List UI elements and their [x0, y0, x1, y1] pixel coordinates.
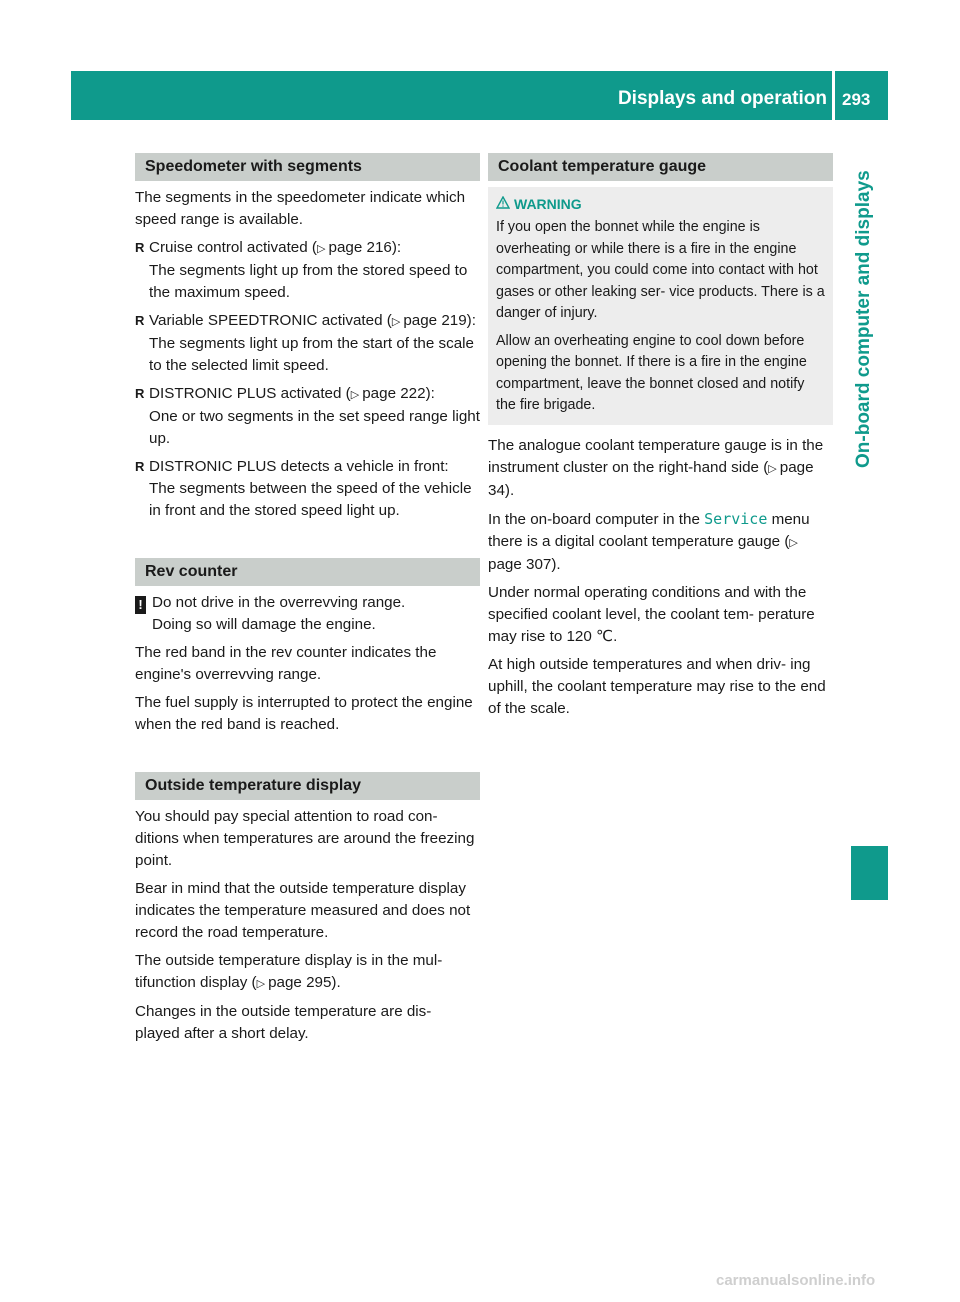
page-ref-link[interactable]: page 34).: [488, 458, 814, 499]
page-ref-arrow-icon: ▷: [316, 243, 326, 255]
outside-paragraph-3: The outside temperature display is in the mul- tifunction display (▷ page 295).: [135, 952, 443, 991]
rev-paragraph-1: The red band in the rev counter indicates the engine's overrevving range.: [135, 644, 437, 683]
coolant-paragraph-4: At high outside temperatures and when driv- ing uphill, the coolant temperature may rise to the end of the scale.: [488, 655, 826, 717]
page-ref-link[interactable]: page 219):: [403, 312, 476, 329]
list-item-detail: One or two segments in the set speed range light up.: [149, 408, 480, 447]
speedometer-intro: The segments in the speedometer indicate which speed range is available.: [135, 189, 466, 228]
exclamation-icon: !: [135, 596, 146, 614]
list-item: R Cruise control activated (▷ page 216):: [135, 237, 480, 260]
side-tab-marker: [851, 846, 888, 900]
side-tab: [839, 120, 888, 1215]
page-ref-link[interactable]: page 307).: [488, 555, 561, 573]
section-heading-speedometer: Speedometer with segments: [135, 153, 480, 181]
section-heading-rev-counter: Rev counter: [135, 558, 480, 586]
warning-title: WARNING: [496, 193, 825, 215]
outside-paragraph-4: Changes in the outside temperature are dis- played after a short delay.: [135, 1003, 432, 1042]
outside-paragraph-2: Bear in mind that the outside temperature display indicates the temperature measured and does not record the road temperature.: [135, 880, 471, 941]
warning-paragraph-2: Allow an overheating engine to cool down before opening the bonnet. If there is a fire in the engine compartment, leave the bonnet closed and notify the fire brigade.: [496, 332, 807, 413]
page-ref-link[interactable]: page 295).: [268, 974, 341, 991]
watermark: carmanualsonline.info: [716, 1272, 876, 1289]
warning-box: [488, 187, 833, 425]
page-ref-arrow-icon: ▷: [789, 536, 798, 549]
page-ref-link[interactable]: page 216):: [328, 239, 402, 256]
page-ref-link[interactable]: page 222):: [362, 385, 435, 402]
left-column: [135, 153, 480, 1051]
list-item: R DISTRONIC PLUS activated (▷ page 222):: [135, 383, 480, 406]
warning-triangle-icon: [496, 193, 514, 215]
section-heading-outside-temp: Outside temperature display: [135, 772, 480, 800]
coolant-paragraph-2: In the on-board computer in the Service menu there is a digital coolant temperature gauge (▷ page 307).: [488, 509, 810, 573]
list-item-detail: The segments light up from the stored speed to the maximum speed.: [149, 262, 468, 301]
coolant-paragraph-3: Under normal operating conditions and with the specified coolant level, the coolant tem- perature may rise to 120 ℃.: [488, 583, 815, 645]
page-header: [71, 71, 888, 120]
notice-line: ! Do not drive in the overrevving range.: [135, 592, 480, 614]
list-item-detail: The segments light up from the start of the scale to the selected limit speed.: [149, 335, 475, 374]
page-ref-arrow-icon: ▷: [256, 978, 266, 990]
coolant-paragraph-1: The analogue coolant temperature gauge is in the instrument cluster on the right-hand side (▷ page 34).: [488, 436, 824, 499]
page-ref-arrow-icon: ▷: [768, 462, 777, 475]
rev-paragraph-2: The fuel supply is interrupted to protect the engine when the red band is reached.: [135, 694, 473, 733]
outside-paragraph-1: You should pay special attention to road con- ditions when temperatures are around the freezing point.: [135, 808, 475, 869]
warning-paragraph-1: If you open the bonnet while the engine is overheating or while there is a fire in the engine compartment, you could come into contact with hot gases or other leaking ser- vice products. There is a danger of injury.: [496, 219, 825, 321]
side-tab-label: On-board computer and displays: [853, 170, 874, 468]
list-item: R DISTRONIC PLUS detects a vehicle in front:: [135, 456, 480, 478]
chapter-title: Displays and operation: [617, 88, 827, 109]
service-menu-label: Service: [704, 509, 768, 528]
list-item: R Variable SPEEDTRONIC activated (▷ page 219):: [135, 310, 480, 333]
page-number: 293: [842, 90, 871, 109]
right-column: [488, 153, 833, 726]
page-ref-arrow-icon: ▷: [350, 389, 360, 401]
notice-line-2: Doing so will damage the engine.: [152, 616, 376, 633]
list-item-detail: The segments between the speed of the vehicle in front and the stored speed light up.: [149, 480, 472, 519]
section-heading-coolant: Coolant temperature gauge: [488, 153, 833, 181]
header-divider: [832, 71, 835, 120]
page-ref-arrow-icon: ▷: [391, 316, 401, 328]
